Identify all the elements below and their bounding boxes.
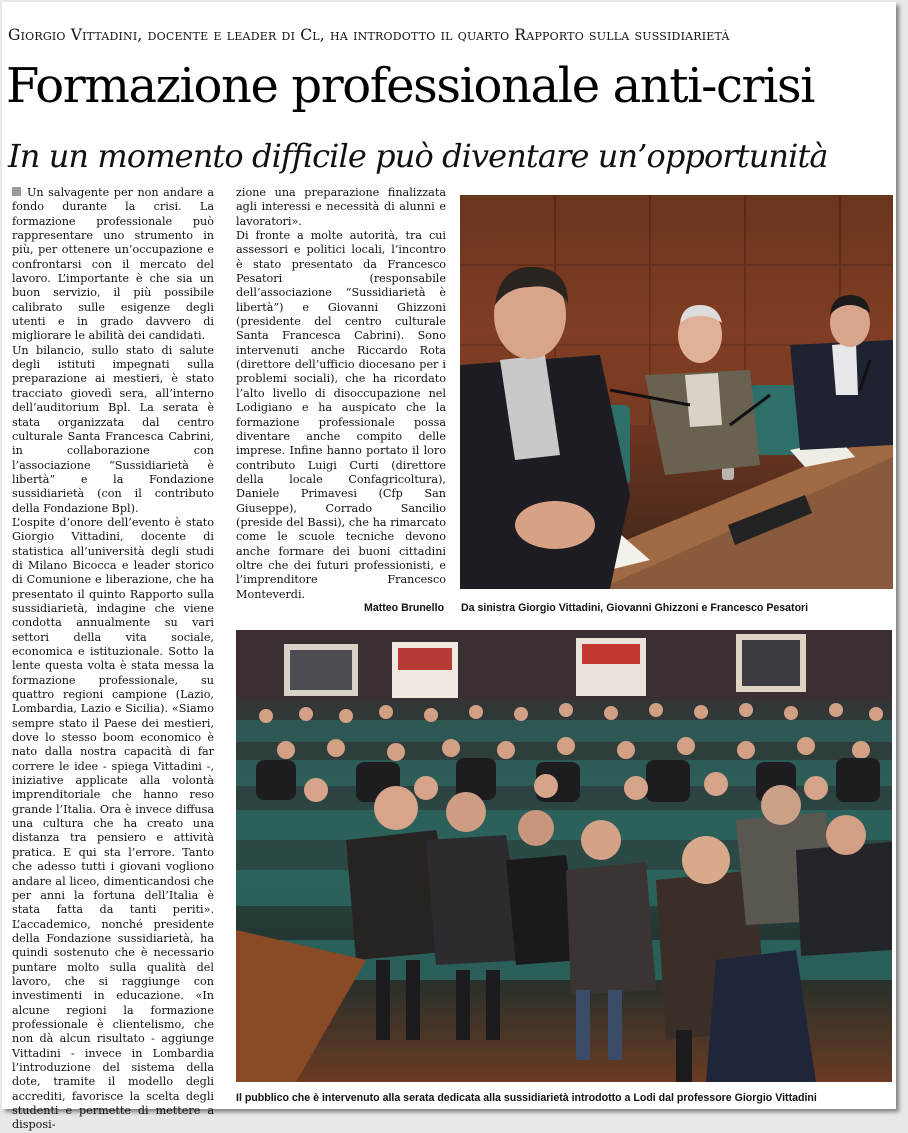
article-paragraph: Un salvagente per non andare a fondo durante la crisi. La formazione professionale può rappresentare uno strumento in più, per ottenere un’occupazione e confrontarsi con il mercato del lavoro. L’importante è che sia un buon servizio, il più possibile calibrato sulle esigenze degli utenti e in grado davvero di migliorare le abilità dei candidati. <box>12 186 214 343</box>
newspaper-page <box>2 2 896 1132</box>
article-kicker: Giorgio Vittadini, docente e leader di Cl, ha introdotto il quarto Rapporto sulla sussidiarietà <box>8 26 730 44</box>
article-headline: Formazione professionale anti-crisi <box>6 58 815 114</box>
audience-photo <box>236 630 892 1082</box>
audience-photo-illustration <box>236 630 892 1082</box>
audience-photo-caption: Il pubblico che è intervenuto alla serata dedicata alla sussidiarietà introdotto a Lodi dal professore Giorgio Vittadini <box>236 1092 817 1104</box>
article-paragraph: zione una preparazione finalizzata agli interessi e necessità di alunni e lavoratori». <box>236 186 446 228</box>
article-paragraph: Un bilancio, sullo stato di salute degli istituti impegnati sulla preparazione ai mestieri, è stato tracciato giovedì sera, all’interno dell’auditorium Bpl. La serata è stata organizzata dal centro culturale Santa Francesca Cabrini, in collaborazione con l’associazione “Sussidiarietà è libertà” e la Fondazione sussidiarietà (con il contributo della Fondazione Bpl). <box>12 343 214 515</box>
article-paragraph: Di fronte a molte autorità, tra cui assessori e politici locali, l’incontro è stato presentato da Francesco Pesatori (responsabile dell’associazione “Sussidiarietà è libertà”) e Giovanni Ghizzoni (presidente del centro culturale Santa Francesca Cabrini). Sono intervenuti anche Riccardo Rota (direttore dell’ufficio diocesano per i problemi sociali), che ha ricordato l’alto livello di disoccupazione nel Lodigiano e ha auspicato che la formazione professionale possa diventare anche compito delle imprese. Infine hanno portato il loro contributo Luigi Curti (direttore della locale Confagricoltura), Daniele Primavesi (Cfp San Giuseppe), Corrado Sancilio (preside del Bassi), che ha rimarcato come le scuole tecniche devono anche formare dei buoni cittadini oltre che dei futuri professionisti, e l’imprenditore Francesco Monteverdi. <box>236 229 446 601</box>
article-paragraph: L’ospite d’onore dell’evento è stato Giorgio Vittadini, docente di statistica all’università degli studi di Milano Bicocca e leader storico di Comunione e liberazione, che ha presentato il quinto Rapporto sulla sussidiarietà, indagine che viene condotta annualmente su vari settori della vita sociale, economica e istituzionale. Sotto la lente questa volta è stata messa la formazione professionale, su quattro regioni campione (Lazio, Lombardia, Lazio e Sicilia). «Siamo sempre stato il Paese dei mestieri, dove lo stesso boom economico è nato dalla nostra capacità di far correre le idee - spiega Vittadini -, iniziative applicate alla volontà imprenditoriale che hanno reso grande l’Italia. Ora è invece diffusa una cultura che ha creato una distanza tra pensiero e attività pratica. E qui sta l’errore. Tanto che adesso tutti i giovani vogliono andare al liceo, dimenticandosi che per anni la fortuna dell’Italia è stata fatta da tanti periti». L’accademico, nonché presidente della Fondazione sussidiarietà, ha quindi sostenuto che è necessario puntare molto sulla qualità del lavoro, che si raggiunge con investimenti in educazione. «In alcune regioni la formazione professionale è clientelismo, che non dà alcun risultato - aggiunge Vittadini - invece in Lombardia l’introduzione del sistema della dote, tramite il modello degli accrediti, favorisce la scelta degli studenti e permette di mettere a disposi- <box>12 515 214 1132</box>
article-column-1 <box>12 186 214 1132</box>
article-column-2 <box>236 186 446 606</box>
paragraph-bullet-icon <box>12 187 21 196</box>
photo-credit: Matteo Brunello <box>364 602 445 614</box>
panel-photo-caption: Da sinistra Giorgio Vittadini, Giovanni Ghizzoni e Francesco Pesatori <box>461 602 809 614</box>
panel-speakers-photo <box>460 195 893 589</box>
article-subheadline: In un momento difficile può diventare un’opportunità <box>8 137 828 175</box>
panel-photo-illustration <box>460 195 893 589</box>
